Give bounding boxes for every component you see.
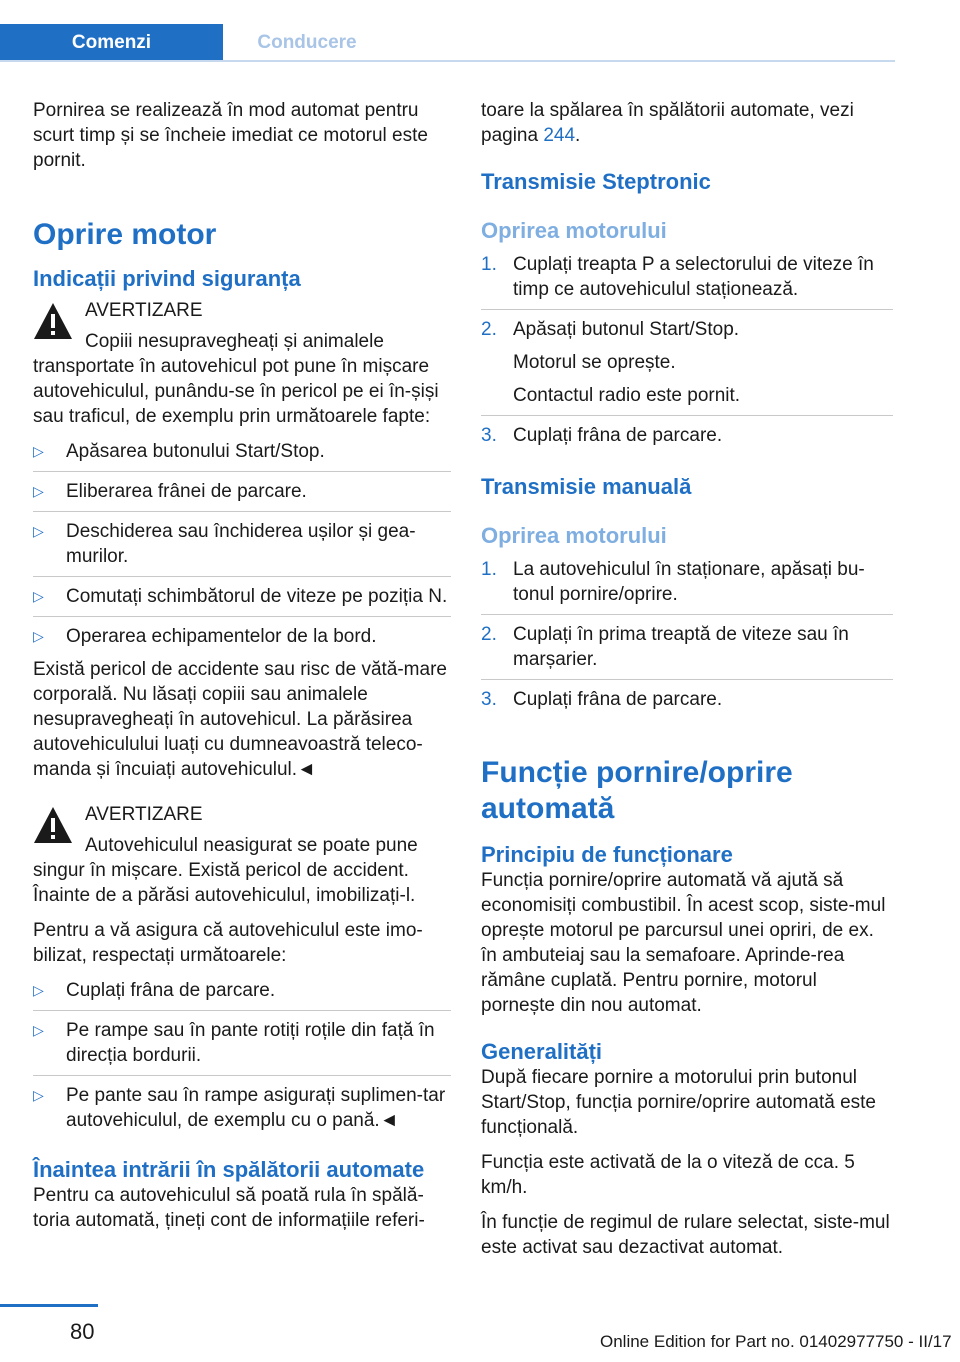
list-item: 1. La autovehiculul în staționare, apăsați bu-tonul pornire/oprire. (481, 557, 893, 615)
triangle-bullet-icon: ▷ (33, 588, 44, 604)
heading-oprire-motor: Oprire motor (33, 218, 217, 251)
list-item: 2. Cuplați în prima treaptă de viteze sau în marșarier. (481, 622, 893, 680)
list-item: 3. Cuplați frâna de parcare. (481, 425, 723, 446)
warning-text: singur în mișcare. Există pericol de accident. Înainte de a părăsi autovehiculul, imobilizați-l. (33, 860, 416, 906)
manual-steps (481, 557, 893, 719)
list-item: 3. Cuplați frâna de parcare. (481, 689, 723, 710)
tab-conducere[interactable]: Conducere (257, 32, 357, 53)
list-item: ▷ Operarea echipamentelor de la bord. (33, 626, 377, 647)
list-item: 1. Cuplați treapta P a selectorului de viteze în timp ce autovehiculul staționează. (481, 252, 893, 310)
list-item: ▷ Eliberarea frânei de parcare. (33, 479, 451, 512)
warning-text: transportate în autovehicul pot pune în mișcare autovehiculul, punându-se în pericol pe ei în-șiși sau traficul, de exemplu prin următoarele fapte: (33, 356, 439, 427)
triangle-bullet-icon: ▷ (33, 483, 44, 499)
triangle-bullet-icon: ▷ (33, 1087, 44, 1103)
warning-label: AVERTIZARE (85, 300, 203, 321)
warning-1-conclusion: Există pericol de accidente sau risc de vătă-mare corporală. Nu lăsați copiii sau animalele nesupravegheați în autovehicul. La părăsirea autovehiculului luați cu dumneavoastră teleco-manda și încuiați autovehiculul.◄ (33, 659, 447, 780)
triangle-bullet-icon: ▷ (33, 523, 44, 539)
warning-label: AVERTIZARE (85, 804, 203, 825)
warning-triangle-icon (33, 806, 73, 844)
warning-first-line: Autovehiculul neasigurat se poate pune (85, 835, 418, 856)
heading-manual: Transmisie manuală (481, 474, 692, 499)
page-number: 80 (70, 1319, 95, 1344)
general-paragraph-3: În funcție de regimul de rulare selectat, siste-mul este activat sau dezactivat automat. (481, 1212, 890, 1258)
list-item: 2. Apăsați butonul Start/Stop. Motorul se oprește. Contactul radio este pornit. (481, 317, 893, 416)
edition-footer: Online Edition for Part no. 01402977750 - II/17 (600, 1332, 952, 1351)
triangle-bullet-icon: ▷ (33, 628, 44, 644)
heading-safety: Indicații privind siguranța (33, 266, 301, 291)
footer-rule (0, 1304, 98, 1307)
warning-block-2 (33, 802, 451, 908)
safety-list-1 (33, 439, 451, 656)
car-wash-continued: toare la spălarea în spălătorii automate, vezi pagina 244. (481, 100, 854, 146)
triangle-bullet-icon: ▷ (33, 982, 44, 998)
heading-car-wash: Înaintea intrării în spălătorii automate (33, 1157, 425, 1182)
page-reference-link[interactable]: 244 (543, 125, 576, 146)
warning-triangle-icon (33, 302, 73, 340)
left-column (33, 98, 451, 1243)
heading-principle: Principiu de funcționare (481, 842, 733, 867)
list-item: ▷ Deschiderea sau închiderea ușilor și gea-murilor. (33, 519, 451, 577)
heading-stop-engine-2: Oprirea motorului (481, 523, 667, 548)
list-item: ▷ Pe rampe sau în pante rotiți roțile din față în direcția bordurii. (33, 1018, 451, 1076)
tab-bar-rule (0, 60, 895, 62)
tab-comenzi[interactable]: Comenzi (0, 24, 223, 62)
heading-steptronic: Transmisie Steptronic (481, 169, 711, 194)
car-wash-paragraph: Pentru ca autovehiculul să poată rula în spălă-toria automată, țineți cont de informațiile referi- (33, 1185, 425, 1231)
triangle-bullet-icon: ▷ (33, 1022, 44, 1038)
immobilize-paragraph: Pentru a vă asigura că autovehiculul este imo-bilizat, respectați următoarele: (33, 920, 423, 966)
warning-block-1 (33, 298, 451, 429)
principle-paragraph: Funcția pornire/oprire automată vă ajută să economisiți combustibil. În acest scop, siste-mul oprește motorul pe parcursul unei opriri, de ex. în ambuteiaj sau la semafoare. Aprinde-rea rămâne cuplată. Pentru pornire, motorul pornește din nou automat. (481, 870, 886, 1016)
triangle-bullet-icon: ▷ (33, 443, 44, 459)
right-column (481, 98, 893, 1270)
safety-list-2 (33, 978, 451, 1140)
heading-auto-start-stop: Funcție pornire/oprire automată (481, 756, 793, 825)
list-item: ▷ Comutați schimbătorul de viteze pe poziția N. (33, 584, 451, 617)
chapter-tab-bar (0, 24, 895, 62)
list-item: ▷ Cuplați frâna de parcare. (33, 978, 451, 1011)
steptronic-steps (481, 252, 893, 455)
general-paragraph-1: După fiecare pornire a motorului prin butonul Start/Stop, funcția pornire/oprire automată este funcțională. (481, 1067, 876, 1138)
warning-first-line: Copiii nesupravegheați și animalele (85, 331, 384, 352)
heading-stop-engine-1: Oprirea motorului (481, 218, 667, 243)
list-item: ▷ Pe pante sau în rampe asigurați suplimen-tar autovehiculul, de exemplu cu o pană.◄ (33, 1085, 446, 1131)
general-paragraph-2: Funcția este activată de la o viteză de cca. 5 km/h. (481, 1152, 855, 1198)
intro-paragraph: Pornirea se realizează în mod automat pentru scurt timp și se încheie imediat ce motorul este pornit. (33, 100, 428, 171)
list-item: ▷ Apăsarea butonului Start/Stop. (33, 439, 451, 472)
heading-general: Generalități (481, 1039, 603, 1064)
